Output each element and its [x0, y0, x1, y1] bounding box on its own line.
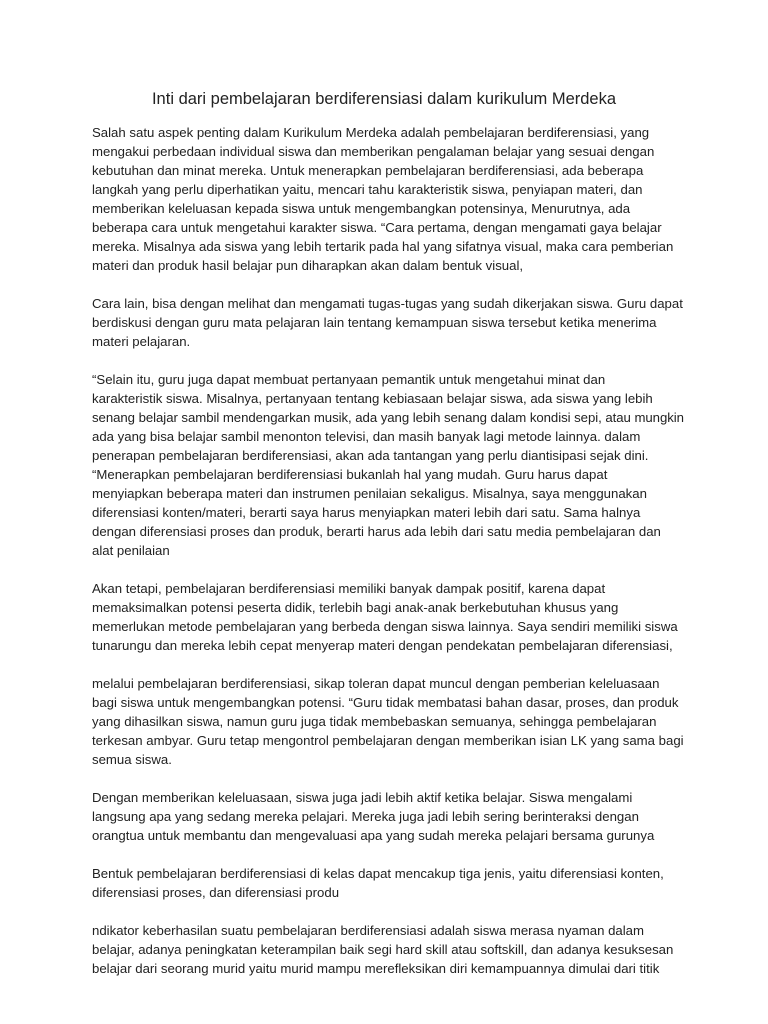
paragraph-line: beberapa cara untuk mengetahui karakter siswa. “Cara pertama, dengan mengamati gaya belajar [92, 220, 662, 235]
paragraph-line: mereka. Misalnya ada siswa yang lebih tertarik pada hal yang sifatnya visual, maka cara pemberian [92, 239, 674, 254]
paragraph-line: berdiskusi dengan guru mata pelajaran lain tentang kemampuan siswa tersebut ketika menerima [92, 315, 657, 330]
paragraph [92, 921, 684, 978]
paragraph-line: materi pelajaran. [92, 334, 191, 349]
paragraph-line: Cara lain, bisa dengan melihat dan mengamati tugas-tugas yang sudah dikerjakan siswa. Guru dapat [92, 296, 683, 311]
paragraph-line: “Selain itu, guru juga dapat membuat pertanyaan pemantik untuk mengetahui minat dan [92, 372, 606, 387]
paragraph-line: memaksimalkan potensi peserta didik, terlebih bagi anak-anak berkebutuhan khusus yang [92, 600, 619, 615]
paragraph-line: belajar dari seorang murid yaitu murid mampu merefleksikan diri kemampuannya dimulai dari titik [92, 961, 660, 976]
paragraph [92, 123, 684, 275]
paragraph-line: semua siswa. [92, 752, 172, 767]
paragraph [92, 579, 684, 655]
paragraph-line: mengakui perbedaan individual siswa dan memberikan pengalaman belajar yang sesuai dengan [92, 144, 655, 159]
paragraph-line: karakteristik siswa. Misalnya, pertanyaan tentang kebiasaan belajar siswa, ada siswa yang lebih [92, 391, 653, 406]
paragraph-line: langsung apa yang sedang mereka pelajari. Mereka juga jadi lebih sering berinteraksi dengan [92, 809, 639, 824]
paragraph-line: melalui pembelajaran berdiferensiasi, sikap toleran dapat muncul dengan pemberian keleluasaan [92, 676, 660, 691]
paragraph [92, 294, 684, 351]
paragraph-line: materi dan produk hasil belajar pun diharapkan akan dalam bentuk visual, [92, 258, 524, 273]
paragraph-line: kebutuhan dan minat mereka. Untuk menerapkan pembelajaran berdiferensiasi, ada beberapa [92, 163, 644, 178]
paragraph-line: tunarungu dan mereka lebih cepat menyerap materi dengan pendekatan pembelajaran diferensiasi, [92, 638, 673, 653]
paragraph-line: langkah yang perlu diperhatikan yaitu, mencari tahu karakteristik siswa, penyiapan materi, dan [92, 182, 643, 197]
paragraph-line: terkesan ambyar. Guru tetap mengontrol pembelajaran dengan memberikan isian LK yang sama bagi [92, 733, 684, 748]
paragraph-line: memberikan keleluasan kepada siswa untuk mengembangkan potensinya, Menurutnya, ada [92, 201, 631, 216]
paragraph-line: menyiapkan beberapa materi dan instrumen penilaian sekaligus. Misalnya, saya menggunakan [92, 486, 647, 501]
paragraph-line: bagi siswa untuk mengembangkan potensi. “Guru tidak membatasi bahan dasar, proses, dan produk [92, 695, 679, 710]
paragraph-line: “Menerapkan pembelajaran berdiferensiasi bukanlah hal yang mudah. Guru harus dapat [92, 467, 608, 482]
paragraph-line: penerapan pembelajaran berdiferensiasi, akan ada tantangan yang perlu diantisipasi sejak dini. [92, 448, 649, 463]
paragraph-line: belajar, adanya peningkatan keterampilan baik segi hard skill atau softskill, dan adanya kesuksesan [92, 942, 674, 957]
paragraph-line: Dengan memberikan keleluasaan, siswa juga jadi lebih aktif ketika belajar. Siswa mengalami [92, 790, 633, 805]
paragraph [92, 864, 684, 902]
paragraph-line: dengan diferensiasi proses dan produk, berarti harus ada lebih dari satu media pembelajaran dan [92, 524, 661, 539]
document-title: Inti dari pembelajaran berdiferensiasi dalam kurikulum Merdeka [151, 90, 617, 108]
paragraph-line: Bentuk pembelajaran berdiferensiasi di kelas dapat mencakup tiga jenis, yaitu diferensiasi konten, [92, 866, 664, 881]
paragraph-line: orangtua untuk membantu dan mengevaluasi apa yang sudah mereka pelajari bersama gurunya [92, 828, 655, 843]
paragraph-line: ndikator keberhasilan suatu pembelajaran berdiferensiasi adalah siswa merasa nyaman dalam [92, 923, 644, 938]
paragraph-line: senang belajar sambil mendengarkan musik, ada yang lebih senang dalam kondisi sepi, atau mungkin [92, 410, 684, 425]
paragraph-line: Salah satu aspek penting dalam Kurikulum Merdeka adalah pembelajaran berdiferensiasi, yang [92, 125, 650, 140]
paragraph-line: diferensiasi konten/materi, berarti saya harus menyiapkan materi lebih dari satu. Sama halnya [92, 505, 641, 520]
paragraph-line: Akan tetapi, pembelajaran berdiferensiasi memiliki banyak dampak positif, karena dapat [92, 581, 606, 596]
paragraph-line: memerlukan metode pembelajaran yang berbeda dengan siswa lainnya. Saya sendiri memiliki siswa [92, 619, 678, 634]
paragraph-line: ada yang bisa belajar sambil menonton televisi, dan masih banyak lagi metode lainnya. dalam [92, 429, 641, 444]
paragraph [92, 788, 684, 845]
document-body [92, 123, 684, 978]
paragraph-line: alat penilaian [92, 543, 170, 558]
paragraph [92, 674, 684, 769]
paragraph-line: diferensiasi proses, dan diferensiasi produ [92, 885, 340, 900]
paragraph-line: yang dihasilkan siswa, namun guru juga tidak membebaskan semuanya, sehingga pembelajaran [92, 714, 657, 729]
paragraph [92, 370, 684, 560]
